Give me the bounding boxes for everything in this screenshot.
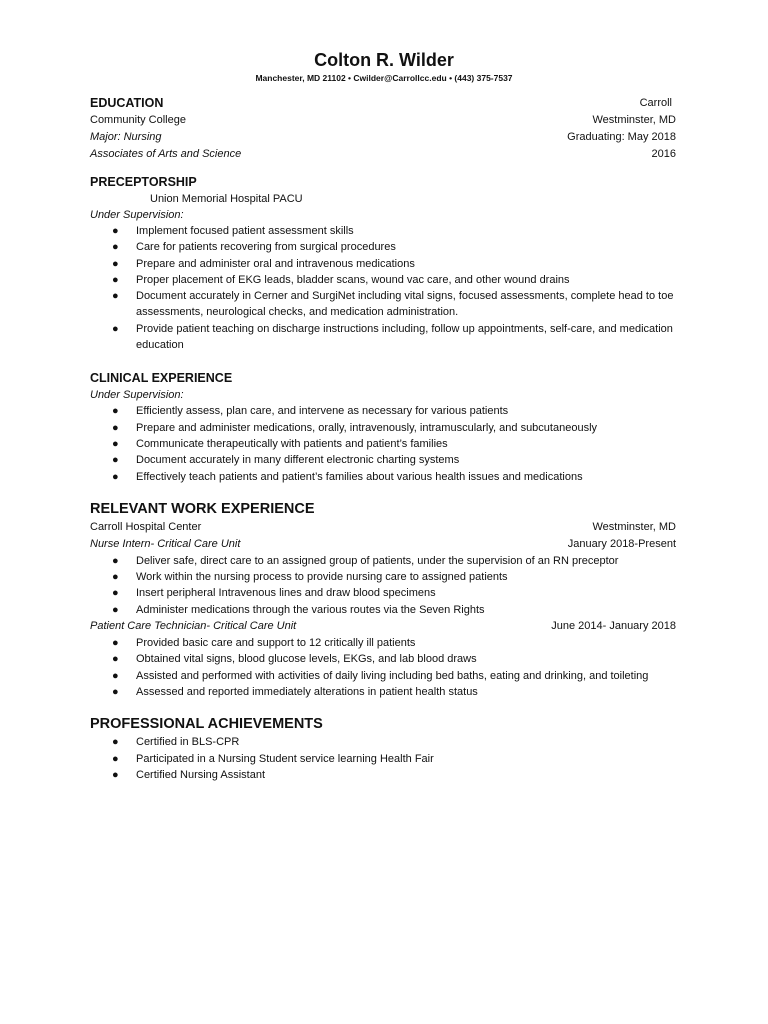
bullet-icon: ●	[112, 685, 119, 698]
bullet-icon: ●	[112, 421, 119, 434]
list-item: ● Participated in a Nursing Student service learning Health Fair	[90, 751, 676, 767]
bullet-icon: ●	[112, 241, 119, 254]
education-major: Major: Nursing	[90, 131, 162, 143]
bullet-icon: ●	[112, 322, 119, 335]
work-role-title: Nurse Intern- Critical Care Unit	[90, 537, 241, 550]
bullet-icon: ●	[112, 437, 119, 450]
bullet-icon: ●	[112, 768, 119, 781]
work-role-list	[90, 635, 676, 700]
list-item: ● Document accurately in many different electronic charting systems	[90, 452, 676, 468]
achievements-list	[90, 734, 676, 783]
bullet-icon: ●	[112, 669, 119, 682]
preceptorship-heading: PRECEPTORSHIP	[90, 175, 197, 189]
bullet-icon: ●	[112, 752, 119, 765]
achievements-heading: PROFESSIONAL ACHIEVEMENTS	[90, 716, 323, 733]
bullet-icon: ●	[112, 554, 119, 567]
list-item: ● Provide patient teaching on discharge instructions including, follow up appointments, self-care, and medication education	[112, 322, 673, 352]
work-section	[90, 499, 676, 700]
preceptorship-site: Union Memorial Hospital PACU	[150, 193, 303, 205]
preceptorship-supervision: Under Supervision:	[90, 209, 184, 221]
education-school: Community College	[90, 114, 186, 126]
bullet-icon: ●	[112, 454, 119, 467]
bullet-icon: ●	[112, 603, 119, 616]
education-section	[90, 94, 676, 163]
preceptorship-section	[90, 173, 676, 353]
work-heading: RELEVANT WORK EXPERIENCE	[90, 500, 315, 517]
bullet-icon: ●	[112, 405, 119, 418]
bullet-icon: ●	[112, 225, 119, 237]
bullet-icon: ●	[112, 257, 119, 270]
education-heading: EDUCATION	[90, 96, 164, 110]
list-item: ● Effectively teach patients and patient’s families about various health issues and medications	[90, 469, 676, 485]
bullet-icon: ●	[112, 587, 119, 600]
bullet-icon: ●	[112, 653, 119, 666]
work-location: Westminster, MD	[592, 520, 676, 533]
work-role-dates: January 2018-Present	[567, 537, 676, 550]
applicant-name: Colton R. Wilder	[314, 50, 454, 70]
education-location: Westminster, MD	[592, 114, 676, 126]
list-item: ● Insert peripheral Intravenous lines and draw blood specimens	[90, 585, 676, 601]
clinical-supervision: Under Supervision:	[90, 389, 184, 402]
list-item: ● Deliver safe, direct care to an assigned group of patients, under the supervision of an RN preceptor	[90, 553, 676, 569]
list-item: ● Prepare and administer oral and intravenous medications	[90, 256, 676, 272]
bullet-icon: ●	[112, 290, 119, 303]
list-item: ● Certified Nursing Assistant	[90, 767, 676, 783]
work-employer: Carroll Hospital Center	[90, 520, 202, 533]
list-item: ● Document accurately in Cerner and SurgiNet including vital signs, focused assessments, complete head to toe assessments, neurological checks, and medication administration.	[112, 290, 674, 319]
list-item: ● Work within the nursing process to provide nursing care to assigned patients	[90, 569, 676, 585]
bullet-icon: ●	[112, 637, 119, 650]
education-graduation: Graduating: May 2018	[567, 131, 676, 143]
work-role-title: Patient Care Technician- Critical Care Unit	[90, 620, 297, 633]
education-school-name: Carroll	[639, 97, 672, 109]
clinical-heading: CLINICAL EXPERIENCE	[90, 371, 233, 386]
bullet-icon: ●	[112, 273, 119, 286]
list-item: ● Assessed and reported immediately alterations in patient health status	[90, 684, 676, 700]
list-item: ● Care for patients recovering from surgical procedures	[90, 239, 676, 255]
work-role-dates: June 2014- January 2018	[551, 620, 676, 633]
list-item: ● Implement focused patient assessment skills	[90, 223, 676, 239]
work-role-list	[90, 553, 676, 618]
clinical-list	[90, 403, 676, 484]
bullet-icon: ●	[112, 571, 119, 584]
resume-body	[90, 94, 676, 783]
bullet-icon: ●	[112, 470, 119, 483]
list-item: ● Administer medications through the various routes via the Seven Rights	[90, 602, 676, 618]
list-item: ● Certified in BLS-CPR	[90, 734, 676, 750]
preceptorship-list	[90, 223, 676, 353]
education-degree: Associates of Arts and Science	[90, 148, 242, 160]
list-item: ● Provided basic care and support to 12 critically ill patients	[90, 635, 676, 651]
list-item: ● Communicate therapeutically with patients and patient’s families	[90, 436, 676, 452]
list-item: ● Assisted and performed with activities of daily living including bed baths, eating and drinking, and toileting	[90, 668, 676, 684]
education-degree-year: 2016	[651, 148, 676, 160]
clinical-section	[90, 369, 676, 484]
list-item: ● Prepare and administer medications, orally, intravenously, intramuscularly, and subcutaneously	[90, 420, 676, 436]
achievements-section	[90, 714, 676, 783]
list-item: ● Efficiently assess, plan care, and intervene as necessary for various patients	[90, 403, 676, 419]
list-item: ● Proper placement of EKG leads, bladder scans, wound vac care, and other wound drains	[90, 272, 676, 288]
list-item: ● Obtained vital signs, blood glucose levels, EKGs, and lab blood draws	[90, 651, 676, 667]
bullet-icon: ●	[112, 736, 119, 749]
contact-line: Manchester, MD 21102 • Cwilder@Carrollcc.edu • (443) 375-7537	[255, 73, 513, 83]
